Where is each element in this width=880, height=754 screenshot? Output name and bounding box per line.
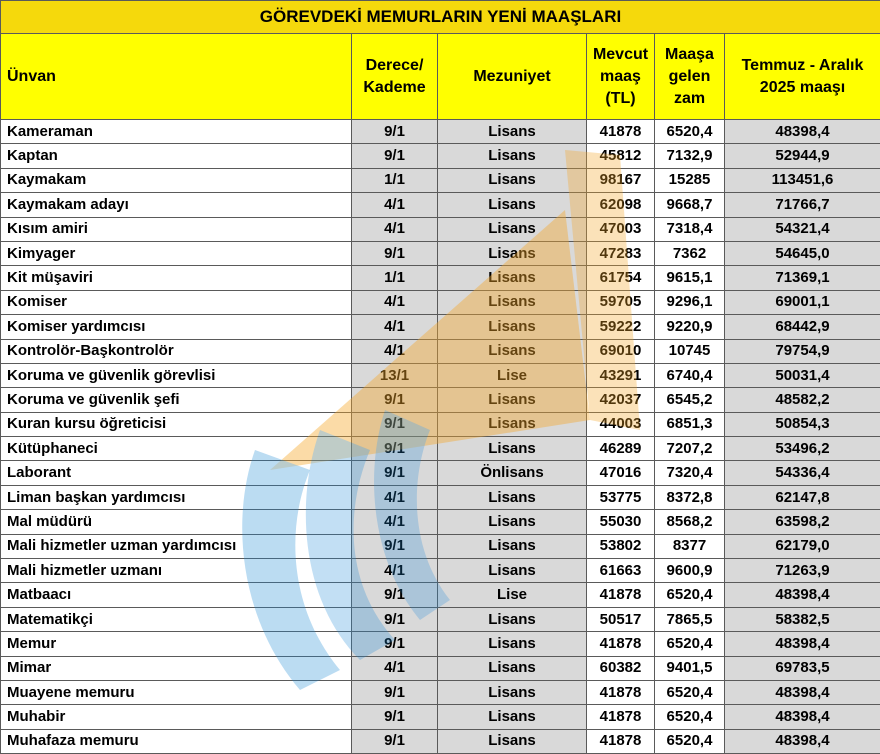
cell-education: Lisans bbox=[438, 729, 587, 753]
cell-new-salary: 79754,9 bbox=[725, 339, 880, 363]
cell-education: Lisans bbox=[438, 168, 587, 192]
cell-new-salary: 58382,5 bbox=[725, 607, 880, 631]
cell-title: Muayene memuru bbox=[1, 680, 352, 704]
table-row bbox=[1, 632, 880, 656]
table-row bbox=[1, 607, 880, 631]
cell-grade: 4/1 bbox=[352, 339, 438, 363]
cell-raise: 6520,4 bbox=[655, 705, 725, 729]
header-raise-column: Maaşa gelen zam bbox=[655, 34, 725, 120]
cell-raise: 10745 bbox=[655, 339, 725, 363]
cell-education: Lisans bbox=[438, 559, 587, 583]
table-row bbox=[1, 290, 880, 314]
table-row bbox=[1, 363, 880, 387]
cell-title: Laborant bbox=[1, 461, 352, 485]
cell-education: Lisans bbox=[438, 412, 587, 436]
cell-current-salary: 41878 bbox=[587, 632, 655, 656]
cell-title: Mali hizmetler uzman yardımcısı bbox=[1, 534, 352, 558]
cell-education: Lisans bbox=[438, 437, 587, 461]
cell-new-salary: 68442,9 bbox=[725, 315, 880, 339]
cell-raise: 7320,4 bbox=[655, 461, 725, 485]
header-new-salary-column: Temmuz - Aralık 2025 maaşı bbox=[725, 34, 880, 120]
cell-new-salary: 54336,4 bbox=[725, 461, 880, 485]
cell-education: Lisans bbox=[438, 632, 587, 656]
cell-raise: 6520,4 bbox=[655, 120, 725, 144]
cell-raise: 9401,5 bbox=[655, 656, 725, 680]
cell-grade: 4/1 bbox=[352, 510, 438, 534]
cell-grade: 4/1 bbox=[352, 193, 438, 217]
cell-title: Koruma ve güvenlik şefi bbox=[1, 388, 352, 412]
header-title-column: Ünvan bbox=[1, 34, 352, 120]
cell-new-salary: 69001,1 bbox=[725, 290, 880, 314]
cell-title: Matematikçi bbox=[1, 607, 352, 631]
cell-new-salary: 71766,7 bbox=[725, 193, 880, 217]
cell-new-salary: 54321,4 bbox=[725, 217, 880, 241]
table-row bbox=[1, 437, 880, 461]
cell-current-salary: 53775 bbox=[587, 485, 655, 509]
cell-current-salary: 41878 bbox=[587, 120, 655, 144]
cell-current-salary: 55030 bbox=[587, 510, 655, 534]
cell-title: Kaymakam adayı bbox=[1, 193, 352, 217]
cell-title: Kütüphaneci bbox=[1, 437, 352, 461]
cell-raise: 7318,4 bbox=[655, 217, 725, 241]
cell-education: Lisans bbox=[438, 266, 587, 290]
cell-current-salary: 43291 bbox=[587, 363, 655, 387]
cell-grade: 9/1 bbox=[352, 607, 438, 631]
cell-education: Lisans bbox=[438, 705, 587, 729]
cell-new-salary: 48398,4 bbox=[725, 120, 880, 144]
cell-new-salary: 53496,2 bbox=[725, 437, 880, 461]
cell-current-salary: 62098 bbox=[587, 193, 655, 217]
cell-new-salary: 63598,2 bbox=[725, 510, 880, 534]
cell-grade: 9/1 bbox=[352, 437, 438, 461]
cell-title: Memur bbox=[1, 632, 352, 656]
cell-current-salary: 47016 bbox=[587, 461, 655, 485]
cell-grade: 9/1 bbox=[352, 388, 438, 412]
table-row bbox=[1, 388, 880, 412]
cell-raise: 6740,4 bbox=[655, 363, 725, 387]
cell-new-salary: 113451,6 bbox=[725, 168, 880, 192]
table-row bbox=[1, 656, 880, 680]
cell-new-salary: 48398,4 bbox=[725, 632, 880, 656]
table-row bbox=[1, 485, 880, 509]
header-current-salary-column: Mevcut maaş (TL) bbox=[587, 34, 655, 120]
table-row bbox=[1, 241, 880, 265]
table-row bbox=[1, 705, 880, 729]
cell-education: Lisans bbox=[438, 510, 587, 534]
cell-grade: 4/1 bbox=[352, 315, 438, 339]
cell-education: Lisans bbox=[438, 485, 587, 509]
cell-raise: 8372,8 bbox=[655, 485, 725, 509]
cell-grade: 9/1 bbox=[352, 120, 438, 144]
cell-education: Lise bbox=[438, 363, 587, 387]
cell-new-salary: 48582,2 bbox=[725, 388, 880, 412]
cell-education: Lise bbox=[438, 583, 587, 607]
cell-education: Lisans bbox=[438, 217, 587, 241]
cell-title: Kaymakam bbox=[1, 168, 352, 192]
cell-title: Muhabir bbox=[1, 705, 352, 729]
cell-education: Lisans bbox=[438, 534, 587, 558]
table-row bbox=[1, 193, 880, 217]
cell-new-salary: 52944,9 bbox=[725, 144, 880, 168]
cell-grade: 4/1 bbox=[352, 485, 438, 509]
cell-grade: 9/1 bbox=[352, 144, 438, 168]
cell-current-salary: 61663 bbox=[587, 559, 655, 583]
table-row bbox=[1, 266, 880, 290]
table-row bbox=[1, 315, 880, 339]
cell-education: Lisans bbox=[438, 339, 587, 363]
cell-grade: 9/1 bbox=[352, 534, 438, 558]
cell-raise: 7207,2 bbox=[655, 437, 725, 461]
cell-title: Matbaacı bbox=[1, 583, 352, 607]
cell-title: Liman başkan yardımcısı bbox=[1, 485, 352, 509]
header-row bbox=[1, 34, 880, 120]
table-row bbox=[1, 144, 880, 168]
cell-raise: 8568,2 bbox=[655, 510, 725, 534]
cell-grade: 9/1 bbox=[352, 461, 438, 485]
cell-grade: 9/1 bbox=[352, 680, 438, 704]
cell-new-salary: 48398,4 bbox=[725, 705, 880, 729]
cell-raise: 7362 bbox=[655, 241, 725, 265]
cell-title: Komiser yardımcısı bbox=[1, 315, 352, 339]
cell-title: Muhafaza memuru bbox=[1, 729, 352, 753]
cell-raise: 9296,1 bbox=[655, 290, 725, 314]
cell-education: Lisans bbox=[438, 193, 587, 217]
cell-current-salary: 47283 bbox=[587, 241, 655, 265]
cell-grade: 4/1 bbox=[352, 559, 438, 583]
cell-new-salary: 71263,9 bbox=[725, 559, 880, 583]
cell-raise: 6520,4 bbox=[655, 680, 725, 704]
table-row bbox=[1, 729, 880, 753]
cell-current-salary: 41878 bbox=[587, 583, 655, 607]
table-row bbox=[1, 680, 880, 704]
cell-current-salary: 98167 bbox=[587, 168, 655, 192]
cell-title: Koruma ve güvenlik görevlisi bbox=[1, 363, 352, 387]
table-row bbox=[1, 120, 880, 144]
cell-grade: 9/1 bbox=[352, 632, 438, 656]
cell-new-salary: 48398,4 bbox=[725, 583, 880, 607]
cell-new-salary: 62147,8 bbox=[725, 485, 880, 509]
cell-raise: 6520,4 bbox=[655, 583, 725, 607]
cell-raise: 7132,9 bbox=[655, 144, 725, 168]
cell-education: Lisans bbox=[438, 120, 587, 144]
cell-title: Mali hizmetler uzmanı bbox=[1, 559, 352, 583]
cell-raise: 9668,7 bbox=[655, 193, 725, 217]
cell-raise: 6851,3 bbox=[655, 412, 725, 436]
cell-current-salary: 69010 bbox=[587, 339, 655, 363]
cell-title: Kit müşaviri bbox=[1, 266, 352, 290]
cell-current-salary: 50517 bbox=[587, 607, 655, 631]
cell-grade: 4/1 bbox=[352, 656, 438, 680]
cell-current-salary: 60382 bbox=[587, 656, 655, 680]
cell-title: Kısım amiri bbox=[1, 217, 352, 241]
cell-grade: 13/1 bbox=[352, 363, 438, 387]
cell-grade: 1/1 bbox=[352, 168, 438, 192]
cell-raise: 7865,5 bbox=[655, 607, 725, 631]
cell-raise: 9600,9 bbox=[655, 559, 725, 583]
cell-title: Mimar bbox=[1, 656, 352, 680]
cell-new-salary: 50854,3 bbox=[725, 412, 880, 436]
cell-new-salary: 62179,0 bbox=[725, 534, 880, 558]
cell-grade: 1/1 bbox=[352, 266, 438, 290]
table-row bbox=[1, 461, 880, 485]
cell-title: Kuran kursu öğreticisi bbox=[1, 412, 352, 436]
cell-education: Önlisans bbox=[438, 461, 587, 485]
cell-grade: 9/1 bbox=[352, 583, 438, 607]
cell-grade: 4/1 bbox=[352, 217, 438, 241]
cell-raise: 9615,1 bbox=[655, 266, 725, 290]
cell-new-salary: 71369,1 bbox=[725, 266, 880, 290]
cell-title: Kaptan bbox=[1, 144, 352, 168]
cell-current-salary: 45812 bbox=[587, 144, 655, 168]
title-row bbox=[1, 1, 880, 34]
table-row bbox=[1, 168, 880, 192]
cell-current-salary: 53802 bbox=[587, 534, 655, 558]
table-body bbox=[1, 120, 880, 754]
cell-raise: 6545,2 bbox=[655, 388, 725, 412]
cell-title: Kimyager bbox=[1, 241, 352, 265]
cell-education: Lisans bbox=[438, 656, 587, 680]
table-row bbox=[1, 510, 880, 534]
cell-raise: 6520,4 bbox=[655, 632, 725, 656]
cell-current-salary: 41878 bbox=[587, 729, 655, 753]
cell-raise: 8377 bbox=[655, 534, 725, 558]
cell-current-salary: 59705 bbox=[587, 290, 655, 314]
cell-current-salary: 44003 bbox=[587, 412, 655, 436]
cell-grade: 9/1 bbox=[352, 729, 438, 753]
cell-grade: 4/1 bbox=[352, 290, 438, 314]
cell-title: Kameraman bbox=[1, 120, 352, 144]
cell-current-salary: 59222 bbox=[587, 315, 655, 339]
table-row bbox=[1, 217, 880, 241]
table-row bbox=[1, 559, 880, 583]
header-grade-column: Derece/ Kademe bbox=[352, 34, 438, 120]
cell-education: Lisans bbox=[438, 144, 587, 168]
cell-raise: 15285 bbox=[655, 168, 725, 192]
cell-education: Lisans bbox=[438, 241, 587, 265]
cell-grade: 9/1 bbox=[352, 241, 438, 265]
cell-education: Lisans bbox=[438, 315, 587, 339]
cell-current-salary: 41878 bbox=[587, 680, 655, 704]
cell-raise: 9220,9 bbox=[655, 315, 725, 339]
table-row bbox=[1, 583, 880, 607]
cell-grade: 9/1 bbox=[352, 705, 438, 729]
cell-new-salary: 50031,4 bbox=[725, 363, 880, 387]
cell-education: Lisans bbox=[438, 388, 587, 412]
cell-title: Mal müdürü bbox=[1, 510, 352, 534]
table-row bbox=[1, 339, 880, 363]
header-education-column: Mezuniyet bbox=[438, 34, 587, 120]
cell-current-salary: 46289 bbox=[587, 437, 655, 461]
cell-current-salary: 42037 bbox=[587, 388, 655, 412]
sheet-title: GÖREVDEKİ MEMURLARIN YENİ MAAŞLARI bbox=[1, 1, 880, 34]
table-row bbox=[1, 412, 880, 436]
cell-education: Lisans bbox=[438, 607, 587, 631]
cell-current-salary: 47003 bbox=[587, 217, 655, 241]
cell-grade: 9/1 bbox=[352, 412, 438, 436]
cell-education: Lisans bbox=[438, 680, 587, 704]
cell-current-salary: 61754 bbox=[587, 266, 655, 290]
cell-raise: 6520,4 bbox=[655, 729, 725, 753]
cell-current-salary: 41878 bbox=[587, 705, 655, 729]
cell-title: Komiser bbox=[1, 290, 352, 314]
cell-education: Lisans bbox=[438, 290, 587, 314]
cell-new-salary: 69783,5 bbox=[725, 656, 880, 680]
cell-new-salary: 48398,4 bbox=[725, 729, 880, 753]
cell-title: Kontrolör-Başkontrolör bbox=[1, 339, 352, 363]
cell-new-salary: 48398,4 bbox=[725, 680, 880, 704]
table-row bbox=[1, 534, 880, 558]
cell-new-salary: 54645,0 bbox=[725, 241, 880, 265]
